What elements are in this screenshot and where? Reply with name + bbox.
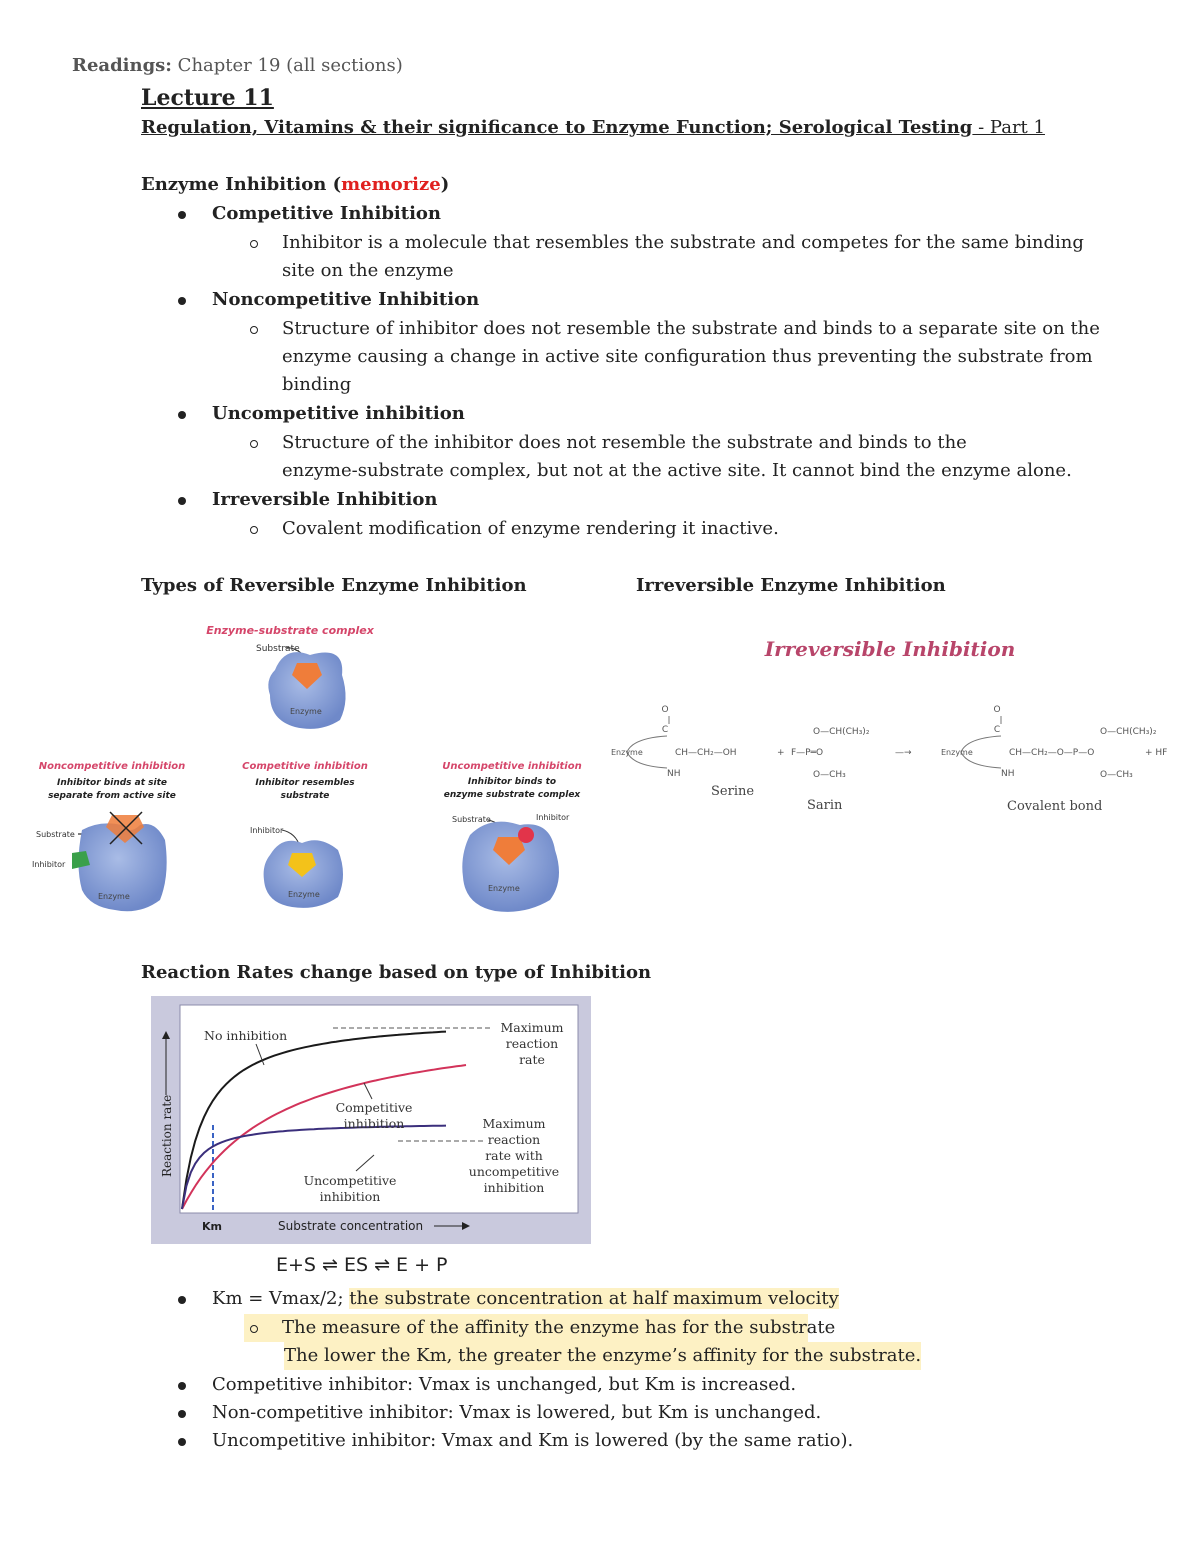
inhibition-heading: Enzyme Inhibition (memorize): [141, 174, 450, 195]
enzyme-label: Enzyme: [611, 748, 643, 757]
bullet-icon: [178, 1410, 186, 1418]
max-rate-label-3: rate: [519, 1052, 545, 1067]
inhibitor-label: Inhibitor: [250, 826, 284, 835]
competitive-fig-title: Competitive inhibition: [242, 761, 368, 772]
reaction-arrow-icon: —→: [895, 748, 912, 758]
noncompetitive-fig-title: Noncompetitive inhibition: [38, 761, 186, 772]
enzyme-label: Enzyme: [488, 884, 520, 893]
noncompetitive-note: Non-competitive inhibitor: Vmax is lowered, but Km is unchanged.: [212, 1402, 822, 1423]
max-uncomp-label-4: uncompetitive: [468, 1164, 560, 1179]
bullet-icon: [178, 211, 186, 219]
uncompetitive-desc-1: Inhibitor binds to: [467, 777, 557, 787]
readings-line: [72, 52, 403, 80]
enzyme-shape: [462, 822, 559, 912]
uncompetitive-desc-2: enzyme substrate complex: [443, 790, 581, 800]
circle-bullet-icon: [250, 526, 258, 534]
irreversible-title: Irreversible Inhibition: [212, 489, 438, 510]
max-uncomp-label-2: reaction: [487, 1132, 541, 1147]
bullet-icon: [178, 497, 186, 505]
uncompetitive-label-2: inhibition: [319, 1189, 381, 1204]
noncompetitive-line-2: enzyme causing a change in active site configuration thus preventing the substrate from: [282, 346, 1093, 367]
covalent-caption: Covalent bond: [1007, 799, 1103, 814]
uncompetitive-fig-title: Uncompetitive inhibition: [442, 761, 582, 772]
max-rate-label-1: Maximum: [500, 1020, 564, 1035]
bullet-icon: [178, 411, 186, 419]
substrate-label: Substrate: [256, 644, 300, 654]
serine-caption: Serine: [711, 784, 755, 799]
competitive-label-1: Competitive: [335, 1100, 413, 1115]
circle-bullet-icon: [250, 1325, 258, 1333]
uncompetitive-note: Uncompetitive inhibitor: Vmax and Km is lowered (by the same ratio).: [212, 1430, 854, 1451]
sarin-caption: Sarin: [807, 798, 843, 813]
lecture-subtitle: [141, 114, 1045, 142]
reversible-inhibition-figure: [20, 615, 600, 925]
competitive-line-1: Inhibitor is a molecule that resembles the substrate and competes for the same binding: [282, 232, 1084, 253]
enzyme-label: Enzyme: [98, 892, 130, 901]
circle-bullet-icon: [250, 326, 258, 334]
max-uncomp-label-5: inhibition: [483, 1180, 545, 1195]
carbon-label: C: [661, 725, 669, 735]
competitive-line-2: site on the enzyme: [282, 260, 454, 281]
covalent-formula: CH—CH₂—O—P—O: [1009, 748, 1095, 758]
inhibitor-shape: [518, 827, 534, 843]
x-axis-label: Substrate concentration: [278, 1219, 424, 1233]
inhibitor-label: Inhibitor: [32, 860, 66, 869]
substrate-label: Substrate: [36, 830, 75, 839]
oxygen-label: O: [993, 705, 1001, 715]
irreversible-line-1: Covalent modification of enzyme rendering it inactive.: [282, 518, 779, 539]
km-label: Km: [202, 1220, 222, 1233]
bullet-icon: [178, 297, 186, 305]
irreversible-inhibition-figure: [605, 628, 1175, 828]
hf-label: + HF: [1145, 748, 1168, 758]
chart-heading: Reaction Rates change based on type of Inhibition: [141, 962, 652, 983]
memorize-highlight: memorize: [341, 174, 441, 195]
no-inhibition-label: No inhibition: [204, 1028, 288, 1043]
product-isopropoxy: O—CH(CH₃)₂: [1100, 727, 1157, 737]
nh-label: NH: [1001, 769, 1015, 779]
lecture-title: Lecture 11: [141, 85, 274, 111]
circle-bullet-icon: [250, 240, 258, 248]
product-methyl: O—CH₃: [1100, 770, 1133, 780]
competitive-note: Competitive inhibitor: Vmax is unchanged, but Km is increased.: [212, 1374, 797, 1395]
bullet-icon: [178, 1382, 186, 1390]
competitive-label-2: inhibition: [343, 1116, 405, 1131]
readings-label: Readings:: [72, 55, 172, 76]
oxygen-label: O: [661, 705, 669, 715]
subtitle-part: - Part 1: [972, 117, 1045, 138]
competitive-desc-1: Inhibitor resembles: [255, 778, 355, 788]
noncompetitive-title: Noncompetitive Inhibition: [212, 289, 480, 310]
reversible-heading: Types of Reversible Enzyme Inhibition: [141, 575, 527, 596]
competitive-title: Competitive Inhibition: [212, 203, 441, 224]
sarin-methyl: O—CH₃: [813, 770, 846, 780]
noncompetitive-desc-2: separate from active site: [48, 791, 176, 801]
y-axis-label: Reaction rate: [160, 1094, 174, 1177]
irreversible-fig-title: Irreversible Inhibition: [764, 637, 1016, 661]
noncompetitive-desc-1: Inhibitor binds at site: [56, 778, 168, 788]
complex-title: Enzyme-substrate complex: [206, 624, 374, 637]
uncompetitive-line-2: enzyme-substrate complex, but not at the active site. It cannot bind the enzyme alone.: [282, 460, 1072, 481]
enzyme-label: Enzyme: [941, 748, 973, 757]
km-highlight: the substrate concentration at half maximum velocity: [349, 1288, 839, 1309]
lower-km-note: The lower the Km, the greater the enzyme’s affinity for the substrate.: [284, 1342, 921, 1370]
nh-label: NH: [667, 769, 681, 779]
bullet-icon: [178, 1296, 186, 1304]
km-note: Km = Vmax/2; the substrate concentration at half maximum velocity: [212, 1288, 839, 1309]
carbon-label: C: [993, 725, 1001, 735]
reaction-equation: E+S ⇌ ES ⇌ E + P: [276, 1254, 448, 1276]
max-uncomp-label-1: Maximum: [482, 1116, 546, 1131]
enzyme-label: Enzyme: [290, 707, 322, 716]
max-uncomp-label-3: rate with: [485, 1148, 543, 1163]
enzyme-label: Enzyme: [288, 890, 320, 899]
noncompetitive-line-3: binding: [282, 374, 352, 395]
affinity-note: The measure of the affinity the enzyme has for the substrate: [282, 1317, 836, 1338]
inhibitor-label: Inhibitor: [536, 813, 570, 822]
uncompetitive-line-1: Structure of the inhibitor does not resemble the substrate and binds to the: [282, 432, 967, 453]
competitive-desc-2: substrate: [280, 791, 330, 801]
subtitle-main: Regulation, Vitamins & their significance to Enzyme Function; Serological Testing: [141, 117, 973, 138]
sarin-formula: F—P═O: [791, 748, 824, 758]
sarin-isopropoxy: O—CH(CH₃)₂: [813, 727, 870, 737]
reaction-rate-chart: [150, 995, 594, 1247]
circle-bullet-icon: [250, 440, 258, 448]
uncompetitive-title: Uncompetitive inhibition: [212, 403, 465, 424]
readings-value: Chapter 19 (all sections): [171, 55, 403, 76]
substrate-label: Substrate: [452, 815, 491, 824]
plus-sign: +: [777, 748, 785, 758]
irreversible-heading: Irreversible Enzyme Inhibition: [636, 575, 946, 596]
uncompetitive-label-1: Uncompetitive: [303, 1173, 397, 1188]
bullet-icon: [178, 1438, 186, 1446]
serine-formula: CH—CH₂—OH: [675, 748, 737, 758]
max-rate-label-2: reaction: [505, 1036, 559, 1051]
noncompetitive-line-1: Structure of inhibitor does not resemble the substrate and binds to a separate site on the: [282, 318, 1100, 339]
